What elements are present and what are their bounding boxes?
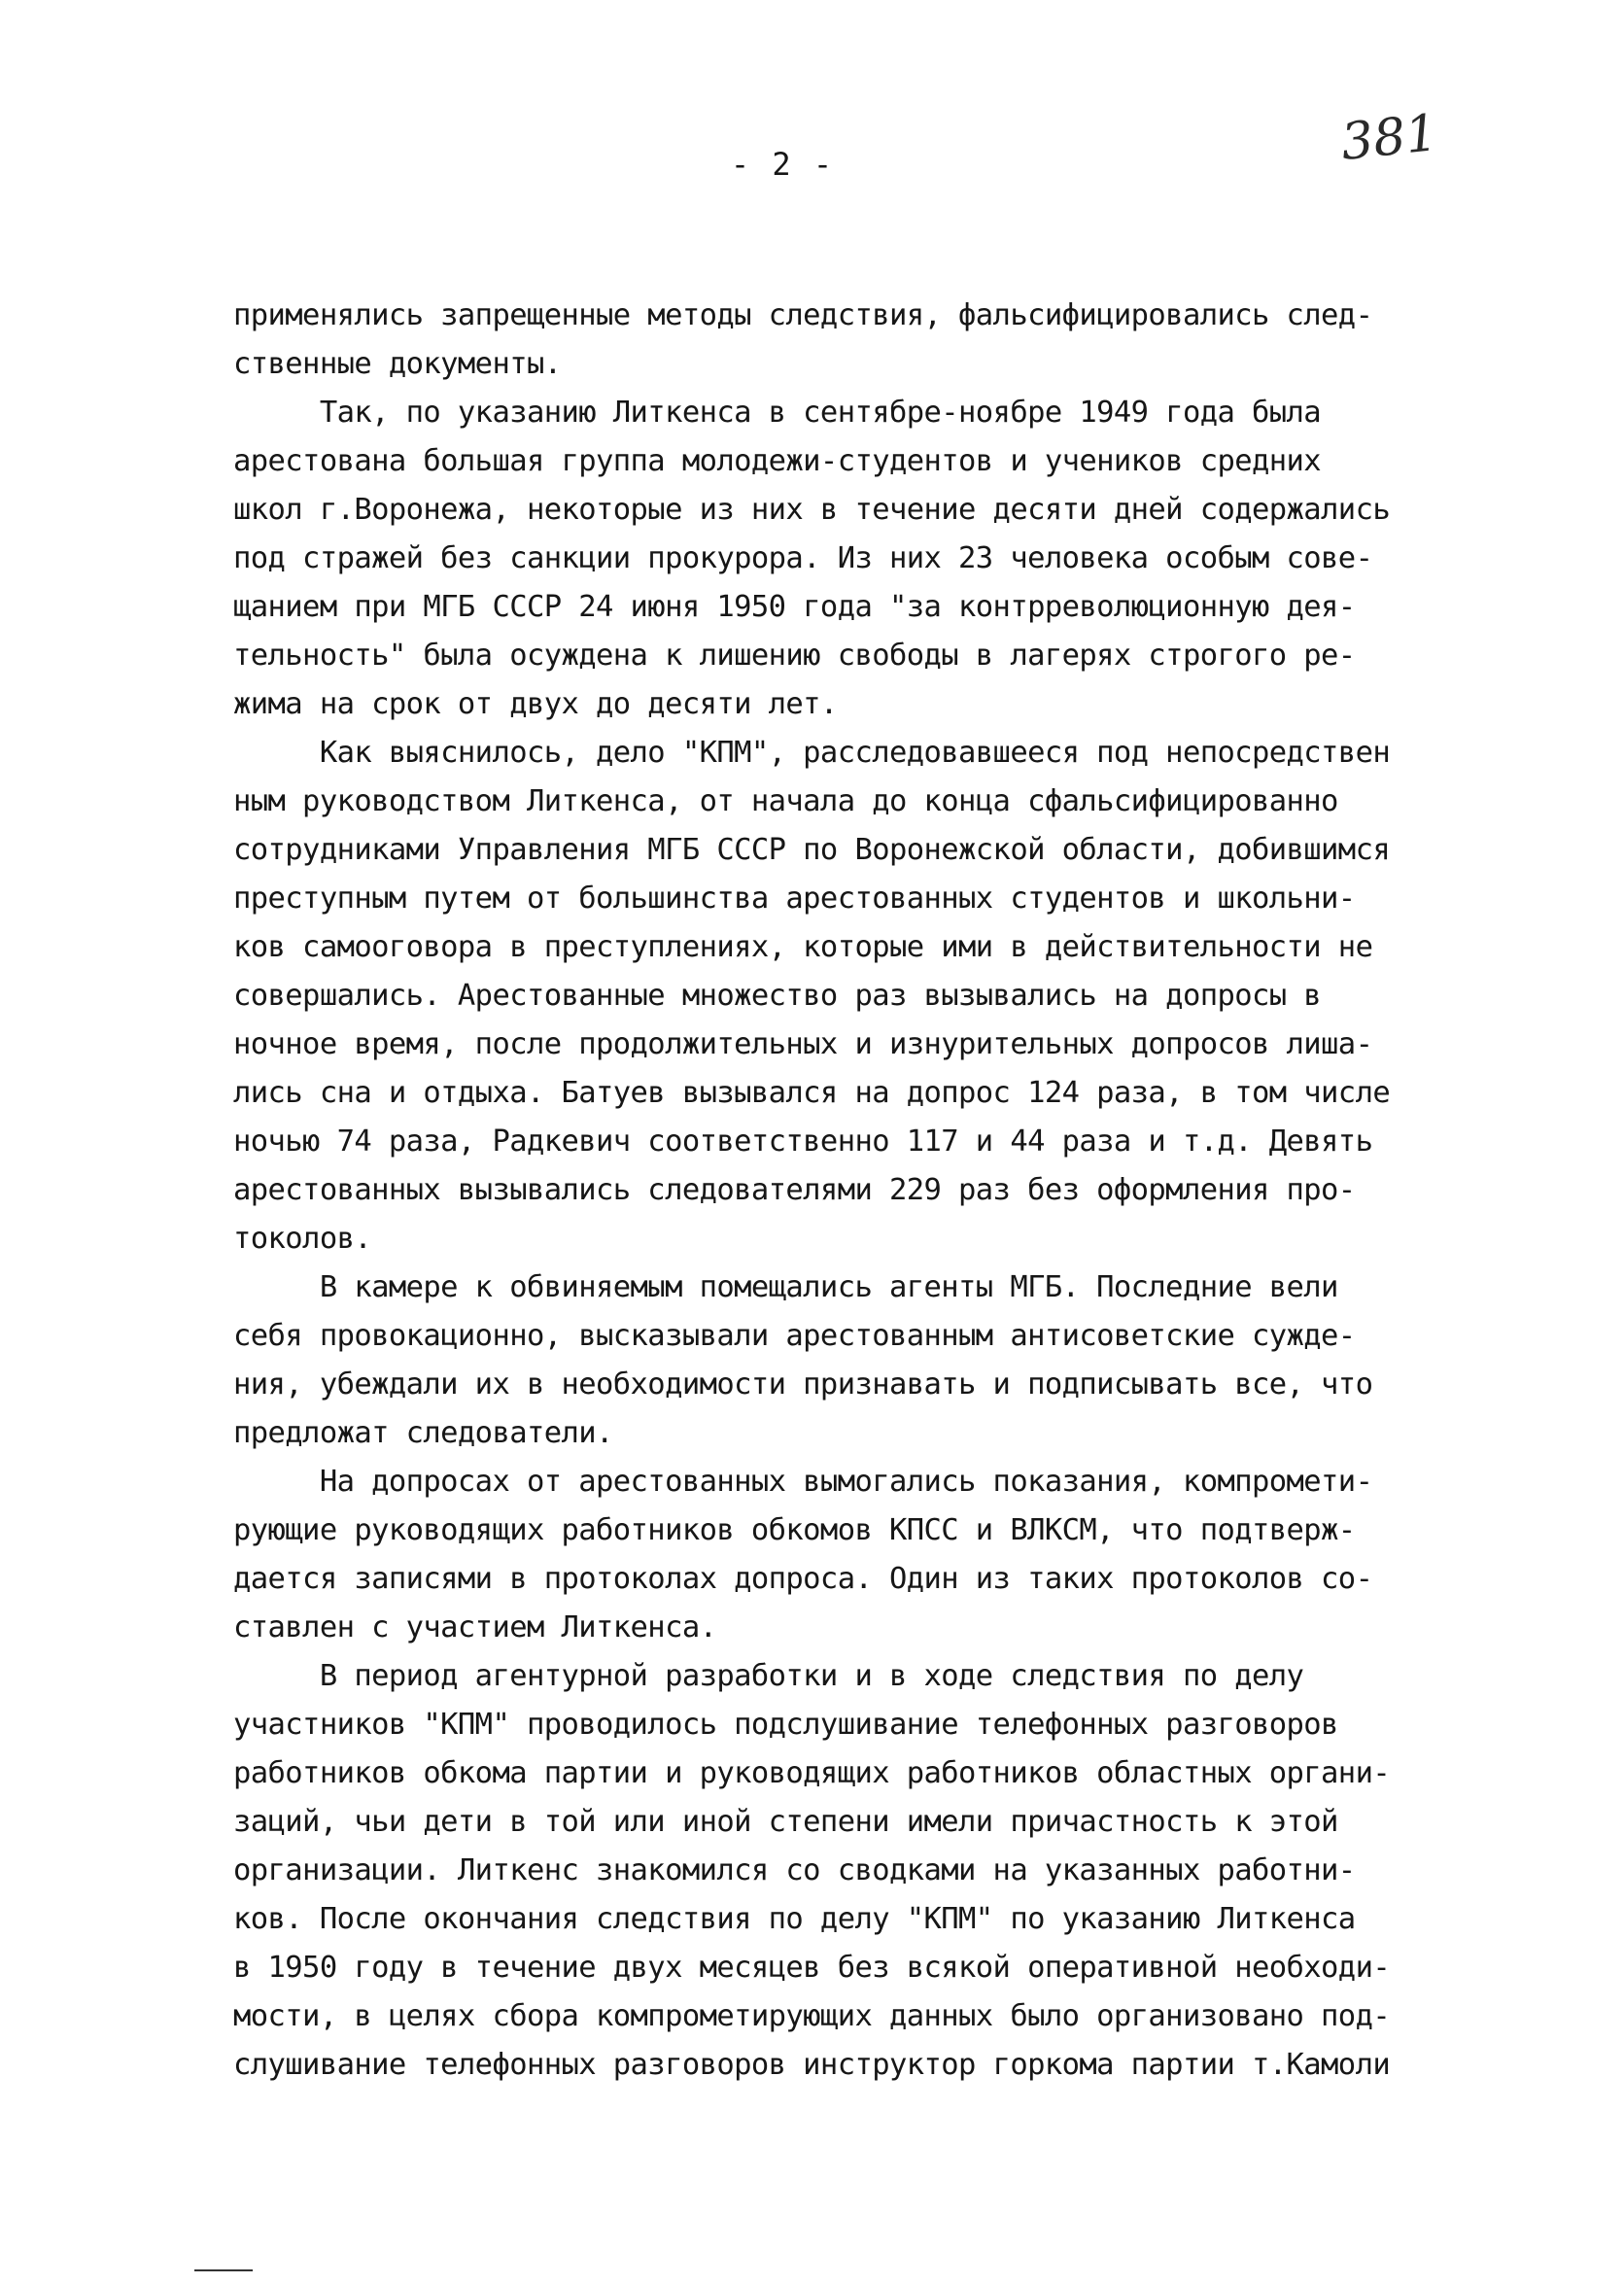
archive-stamp-number: 381 <box>1338 103 1441 173</box>
text-line: ков самооговора в преступлениях, которые ими в действительности не <box>233 930 1373 964</box>
text-line: организации. Литкенс знакомился со сводками на указанных работни- <box>233 1853 1356 1887</box>
text-line: жима на срок от двух до десяти лет. <box>233 687 838 721</box>
page-edge-mark <box>194 2269 253 2271</box>
text-line: предложат следователи. <box>233 1416 613 1450</box>
text-line: под стражей без санкции прокурора. Из них 23 человека особым сове- <box>233 541 1373 575</box>
text-line: ственные документы. <box>233 347 562 381</box>
text-line: дается записями в протоколах допроса. Один из таких протоколов со- <box>233 1562 1373 1596</box>
text-line: совершались. Арестованные множество раз вызывались на допросы в <box>233 979 1322 1013</box>
text-line: ставлен с участием Литкенса. <box>233 1610 717 1644</box>
text-line: мости, в целях сбора компрометирующих данных было организовано под- <box>233 1999 1391 2033</box>
text-line: На допросах от арестованных вымогались показания, компромети- <box>233 1465 1373 1499</box>
text-line: щанием при МГБ СССР 24 июня 1950 года "за контрреволюционную дея- <box>233 590 1356 624</box>
text-line: Так, по указанию Литкенса в сентябре-ноябре 1949 года была <box>233 396 1322 430</box>
document-body <box>233 292 1584 2090</box>
text-line: рующие руководящих работников обкомов КПСС и ВЛКСМ, что подтверж- <box>233 1513 1356 1547</box>
text-line: школ г.Воронежа, некоторые из них в течение десяти дней содержались <box>233 493 1391 527</box>
text-line: ным руководством Литкенса, от начала до конца сфальсифицированно <box>233 784 1338 818</box>
text-line: Как выяснилось, дело "КПМ", расследовавшееся под непосредствен <box>233 736 1391 770</box>
text-line: ков. После окончания следствия по делу "КПМ" по указанию Литкенса <box>233 1902 1356 1936</box>
text-line: ночью 74 раза, Радкевич соответственно 117 и 44 раза и т.д. Девять <box>233 1125 1373 1159</box>
text-line: ния, убеждали их в необходимости признавать и подписывать все, что <box>233 1367 1373 1402</box>
text-line: лись сна и отдыха. Батуев вызывался на допрос 124 раза, в том числе <box>233 1076 1391 1110</box>
text-line: токолов. <box>233 1222 372 1256</box>
text-line: сотрудниками Управления МГБ СССР по Воронежской области, добившимся <box>233 833 1391 867</box>
text-line: В камере к обвиняемым помещались агенты МГБ. Последние вели <box>233 1270 1338 1304</box>
text-line: работников обкома партии и руководящих работников областных органи- <box>233 1756 1391 1790</box>
text-line: участников "КПМ" проводилось подслушивание телефонных разговоров <box>233 1708 1338 1742</box>
text-line: применялись запрещенные методы следствия, фальсифицировались след- <box>233 298 1373 332</box>
text-line: преступным путем от большинства арестованных студентов и школьни- <box>233 882 1356 916</box>
text-line: слушивание телефонных разговоров инструктор горкома партии т.Камоли <box>233 2048 1391 2082</box>
text-line: арестованных вызывались следователями 229 раз без оформления про- <box>233 1173 1356 1207</box>
text-line: в 1950 году в течение двух месяцев без всякой оперативной необходи- <box>233 1951 1391 1985</box>
text-line: заций, чьи дети в той или иной степени имели причастность к этой <box>233 1805 1338 1839</box>
text-line: арестована большая группа молодежи-студентов и учеников средних <box>233 444 1322 478</box>
text-line: тельность" была осуждена к лишению свободы в лагерях строгого ре- <box>233 639 1356 673</box>
text-line: себя провокационно, высказывали арестованным антисоветские сужде- <box>233 1319 1356 1353</box>
text-line: ночное время, после продолжительных и изнурительных допросов лиша- <box>233 1027 1373 1061</box>
text-line: В период агентурной разработки и в ходе следствия по делу <box>233 1659 1304 1693</box>
page-number: - 2 - <box>730 146 835 183</box>
